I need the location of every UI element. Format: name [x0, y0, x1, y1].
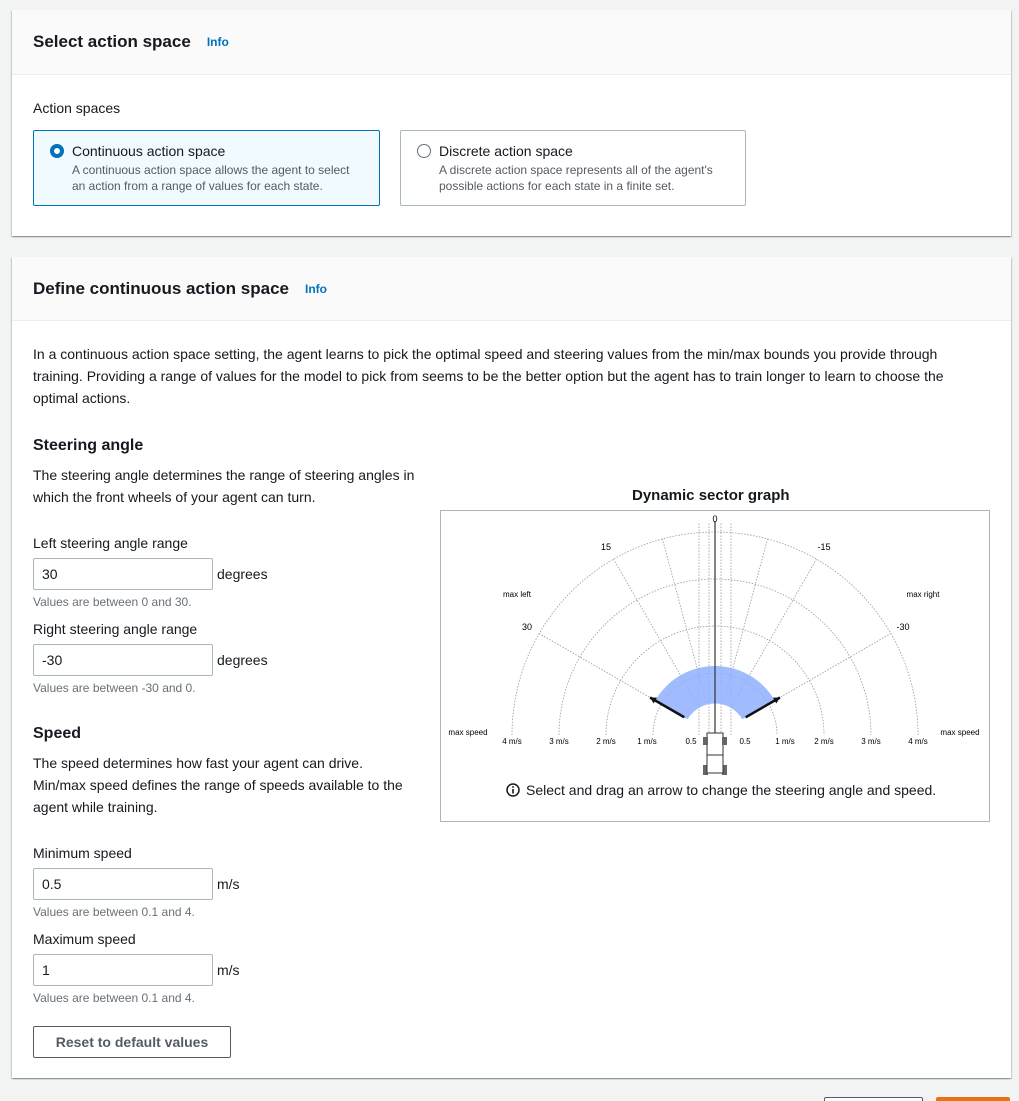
speed-label: 2 m/s — [814, 737, 834, 746]
steering-angle-description: The steering angle determines the range of steering angles in which the front wheels of your agent can turn. — [33, 467, 415, 505]
intro-text: In a continuous action space setting, the agent learns to pick the optimal speed and steering values from the min/max bounds you provide through training. Providing a range of values for the model to pick from seems to be the better option but the agent has to train longer to learn to choose the optimal actions. — [33, 346, 944, 406]
next-button[interactable] — [936, 1097, 1010, 1101]
tile-description-line: A continuous action space allows the agent to select — [72, 163, 350, 177]
reset-defaults-button[interactable]: Reset to default values — [33, 1026, 231, 1058]
panel-title: Define continuous action space — [33, 278, 289, 298]
sector-graph-svg — [441, 511, 989, 821]
angle-label-0: 0 — [712, 514, 718, 524]
tile-description-line: possible actions for each state in a finite set. — [439, 179, 675, 193]
max-speed-input[interactable] — [33, 954, 213, 986]
max-speed-field — [33, 954, 240, 986]
tile-title: Discrete action space — [439, 143, 573, 159]
constraint-text: Values are between -30 and 0. — [33, 681, 196, 695]
left-steering-input[interactable] — [33, 558, 213, 590]
select-action-space-panel — [12, 10, 1011, 236]
tile-description-line: an action from a range of values for each state. — [72, 179, 323, 193]
continuous-radio[interactable] — [50, 144, 64, 158]
dynamic-sector-graph — [440, 510, 990, 822]
info-link[interactable]: Info — [305, 281, 327, 296]
max-left-label: max left — [502, 590, 532, 599]
speed-title: Speed — [33, 725, 82, 742]
speed-label: 1 m/s — [637, 737, 657, 746]
max-speed-label: Maximum speed — [33, 931, 136, 947]
speed-label: 3 m/s — [549, 737, 569, 746]
define-continuous-action-space-panel — [12, 257, 1011, 1078]
max-right-label: max right — [906, 590, 940, 599]
speed-label: 4 m/s — [908, 737, 928, 746]
action-spaces-label: Action spaces — [33, 100, 121, 116]
cancel-button[interactable] — [824, 1097, 923, 1101]
constraint-text: Values are between 0.1 and 4. — [33, 905, 195, 919]
speed-label: 1 m/s — [775, 737, 795, 746]
min-speed-label: Minimum speed — [33, 845, 132, 861]
angle-label-30: 30 — [521, 622, 533, 632]
min-speed-field — [33, 868, 240, 900]
constraint-text: Values are between 0 and 30. — [33, 595, 192, 609]
action-space-tiles — [33, 130, 746, 206]
info-icon — [506, 783, 520, 797]
unit-label: m/s — [217, 962, 240, 978]
car-icon — [703, 733, 727, 775]
unit-label: degrees — [217, 566, 268, 582]
constraint-text: Values are between 0.1 and 4. — [33, 991, 195, 1005]
speed-label: 0.5 — [739, 737, 751, 746]
right-steering-label: Right steering angle range — [33, 621, 198, 637]
info-link[interactable]: Info — [206, 35, 229, 49]
discrete-radio[interactable] — [417, 144, 431, 158]
speed-label: 2 m/s — [596, 737, 616, 746]
panel-header — [12, 10, 1011, 75]
left-steering-field — [33, 558, 268, 590]
graph-title: Dynamic sector graph — [632, 487, 790, 504]
angle-label-15: 15 — [600, 542, 612, 552]
graph-hint — [506, 782, 936, 798]
graph-hint-text: Select and drag an arrow to change the steering angle and speed. — [526, 782, 937, 798]
tile-description-line: A discrete action space represents all of the agent's — [439, 163, 713, 177]
min-speed-input[interactable] — [33, 868, 213, 900]
panel-header — [12, 257, 1011, 321]
max-speed-right-label: max speed — [940, 728, 980, 737]
unit-label: m/s — [217, 876, 240, 892]
continuous-action-space-tile[interactable] — [33, 130, 380, 206]
speed-label: 0.5 — [685, 737, 697, 746]
speed-label: 4 m/s — [502, 737, 522, 746]
unit-label: degrees — [217, 652, 268, 668]
tile-title: Continuous action space — [72, 143, 226, 159]
discrete-action-space-tile[interactable] — [400, 130, 746, 206]
max-speed-left-label: max speed — [448, 728, 488, 737]
angle-label-minus15: -15 — [817, 542, 831, 552]
left-steering-label: Left steering angle range — [33, 535, 188, 551]
speed-label: 3 m/s — [861, 737, 881, 746]
steering-angle-title: Steering angle — [33, 437, 144, 454]
right-steering-field — [33, 644, 268, 676]
speed-description: The speed determines how fast your agent can drive. Min/max speed defines the range of speeds available to the agent while training. — [33, 755, 403, 815]
panel-title: Select action space — [33, 32, 191, 51]
angle-label-minus30: -30 — [896, 622, 910, 632]
right-steering-input[interactable] — [33, 644, 213, 676]
